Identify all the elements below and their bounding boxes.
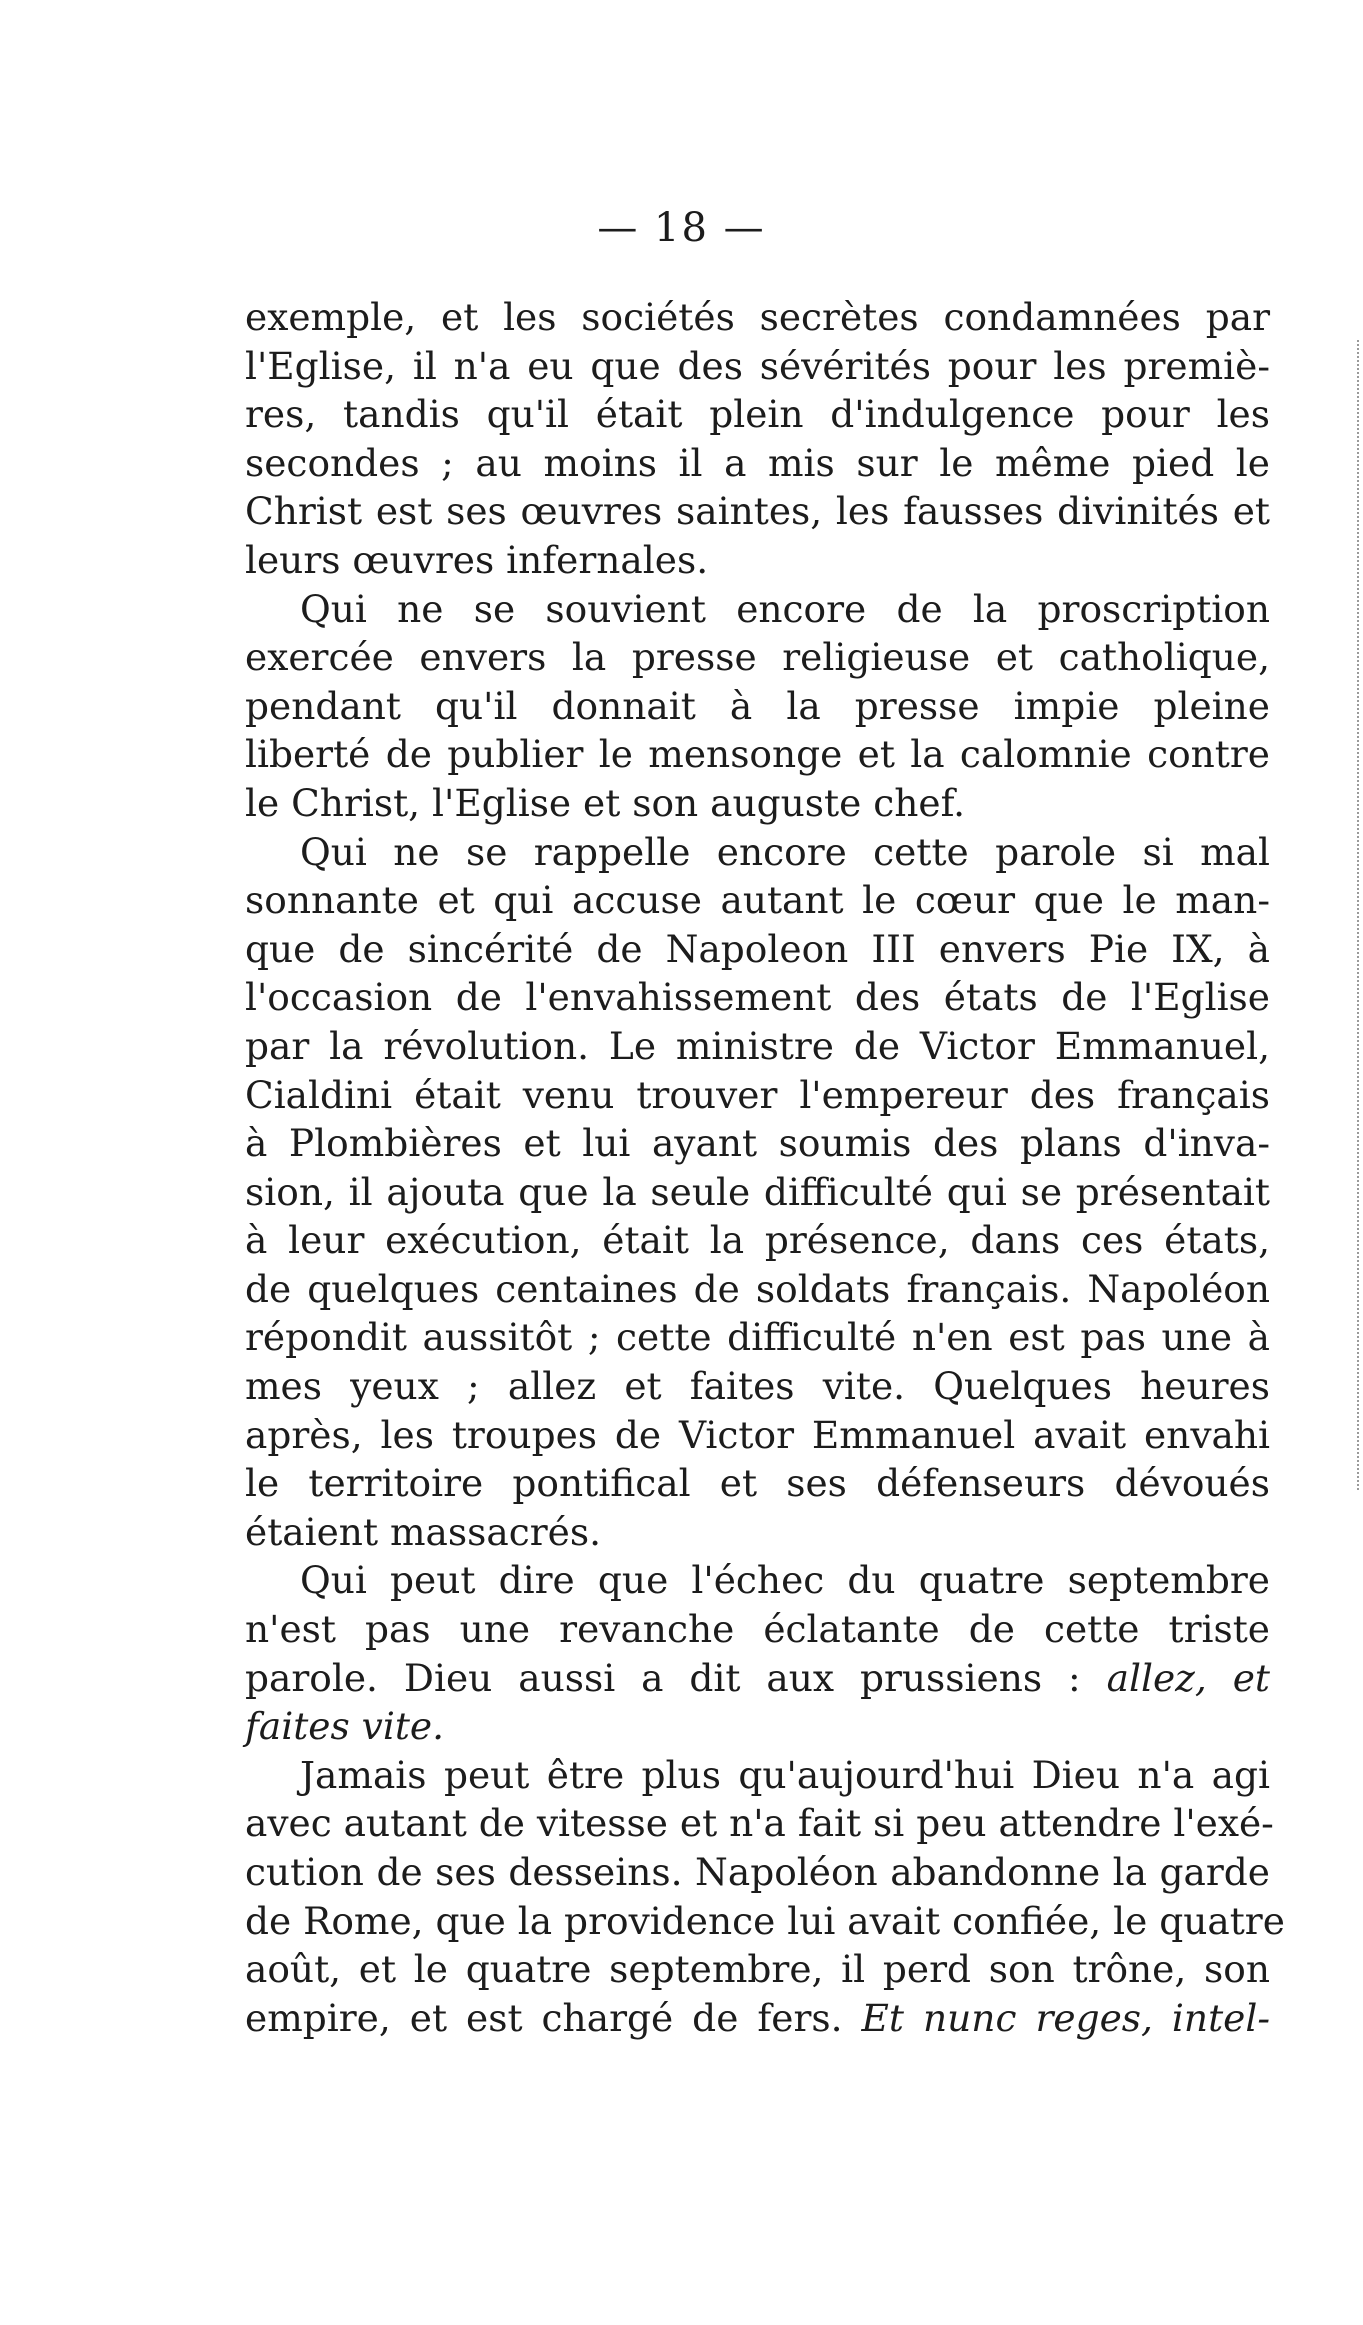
text-line: de Rome, que la providence lui avait confiée, le quatre [245, 1898, 1285, 1943]
text-line: sonnante et qui accuse autant le cœur que le man- [245, 878, 1270, 923]
text-line italic-tail [245, 1654, 1270, 1703]
text-line: Qui ne se rappelle encore cette parole si mal [300, 829, 1270, 874]
text-line: Cialdini était venu trouver l'empereur des français [245, 1072, 1270, 1117]
roman-text: parole. Dieu aussi a dit aux prussiens : [245, 1655, 1107, 1700]
text-line: répondit aussitôt ; cette difficulté n'en est pas une à [245, 1315, 1270, 1360]
text-line: exemple, et les sociétés secrètes condamnées par [245, 295, 1270, 339]
text-line: Qui ne se souvient encore de la proscription [300, 586, 1270, 631]
text-line: Qui peut dire que l'échec du quatre septembre [300, 1558, 1270, 1603]
text-line: par la révolution. Le ministre de Victor Emmanuel, [245, 1023, 1270, 1068]
text-line: pendant qu'il donnait à la presse impie pleine [245, 683, 1270, 728]
text-line: sion, il ajouta que la seule difficulté qui se présentait [245, 1169, 1270, 1214]
text-line: le Christ, l'Eglise et son auguste chef. [245, 780, 966, 825]
italic-phrase: allez, et [1106, 1655, 1270, 1700]
text-line: avec autant de vitesse et n'a fait si peu attendre l'exé- [245, 1801, 1274, 1846]
text-line: cution de ses desseins. Napoléon abandonne la garde [245, 1850, 1270, 1894]
text-line: Jamais peut être plus qu'aujourd'hui Dieu n'a agi [300, 1752, 1270, 1797]
text-line: à Plombières et lui ayant soumis des plans d'inva- [245, 1121, 1270, 1166]
text-line: leurs œuvres infernales. [245, 537, 709, 582]
text-line: secondes ; au moins il a mis sur le même pied le [245, 440, 1270, 485]
page-number: — 18 — [597, 205, 766, 251]
text-line: à leur exécution, était la présence, dans ces états, [245, 1218, 1270, 1263]
italic-phrase: Et nunc reges, intel- [861, 1995, 1270, 2040]
text-line: l'Eglise, il n'a eu que des sévérités pour les premiè- [245, 343, 1270, 388]
text-line: res, tandis qu'il était plein d'indulgence pour les [245, 392, 1270, 437]
text-line: liberté de publier le mensonge et la calomnie contre [245, 732, 1270, 777]
text-line [245, 1702, 1270, 1751]
text-line: n'est pas une revanche éclatante de cette triste [245, 1607, 1270, 1652]
text-line: exercée envers la presse religieuse et catholique, [245, 635, 1270, 680]
text-line: que de sincérité de Napoleon III envers Pie IX, à [245, 926, 1270, 971]
text-line italic-tail-2 [245, 1994, 1270, 2043]
page-edge-marks [1357, 340, 1361, 1490]
text-line: le territoire pontifical et ses défenseurs dévoués [245, 1461, 1270, 1506]
text-line: de quelques centaines de soldats français. Napoléon [245, 1266, 1270, 1311]
italic-phrase: faites vite. [245, 1704, 445, 1749]
text-line: après, les troupes de Victor Emmanuel avait envahi [245, 1412, 1270, 1457]
text-line: Christ est ses œuvres saintes, les fausses divinités et [245, 489, 1270, 534]
text-line: août, et le quatre septembre, il perd son trône, son [245, 1947, 1270, 1992]
body-text [245, 293, 1285, 2042]
roman-text: empire, et est chargé de fers. [245, 1995, 862, 2040]
text-line: mes yeux ; allez et faites vite. Quelques heures [245, 1364, 1270, 1409]
text-line: étaient massacrés. [245, 1509, 601, 1554]
text-line: l'occasion de l'envahissement des états de l'Eglise [245, 975, 1270, 1020]
